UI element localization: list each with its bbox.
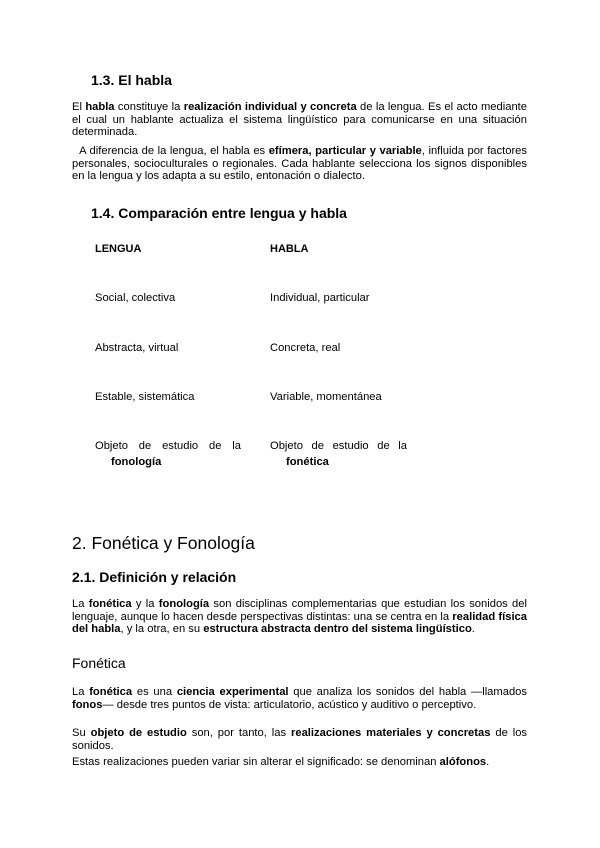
table-cell-habla: Variable, momentánea bbox=[270, 391, 382, 403]
table-cell-habla: Objeto de estudio de la fonética bbox=[270, 440, 407, 468]
paragraph-objeto-estudio: Su objeto de estudio son, por tanto, las realizaciones materiales y concretas de los sonidos. bbox=[72, 727, 528, 752]
section-heading-2-1: 2.1. Definición y relación bbox=[72, 569, 237, 585]
table-cell-lengua: Social, colectiva bbox=[95, 292, 176, 304]
table-cell-habla: Concreta, real bbox=[270, 342, 341, 354]
paragraph-definicion-relacion: La fonética y la fonología son disciplinas complementarias que estudian los sonidos del lenguaje, aunque lo hacen desde perspectivas distintas: una se centra en la realidad física del habla, y la otra, en su estructura abstracta dentro del sistema lingüístico. bbox=[72, 598, 527, 636]
section-heading-1-3: 1.3. El habla bbox=[91, 72, 172, 88]
paragraph-fonetica-definition: La fonética es una ciencia experimental que analiza los sonidos del habla —llamados fonos— desde tres puntos de vista: articulatorio, acústico y auditivo o perceptivo. bbox=[72, 686, 527, 711]
chapter-heading-2: 2. Fonética y Fonología bbox=[72, 533, 255, 553]
table-cell-lengua: Estable, sistemática bbox=[95, 391, 195, 403]
paragraph-habla-definition: El habla constituye la realización individual y concreta de la lengua. Es el acto mediante el cual un hablante actualiza el sistema lingüístico para comunicarse en una situación determinada. bbox=[72, 101, 528, 139]
column-header-lengua: LENGUA bbox=[95, 243, 142, 255]
table-cell-habla: Individual, particular bbox=[270, 292, 370, 304]
column-header-habla: HABLA bbox=[270, 243, 309, 255]
subsection-heading-fonetica: Fonética bbox=[72, 655, 126, 671]
table-cell-lengua: Abstracta, virtual bbox=[95, 342, 179, 354]
table-cell-lengua: Objeto de estudio de la fonología bbox=[95, 440, 241, 468]
paragraph-habla-characteristics: A diferencia de la lengua, el habla es efímera, particular y variable, influida por factores personales, socioculturales o regionales. Cada hablante selecciona los signos disponibles en la lengua y los adapta a su estilo, entonación o dialecto. bbox=[72, 145, 527, 183]
paragraph-alofonos: Estas realizaciones pueden variar sin alterar el significado: se denominan alófonos. bbox=[72, 756, 490, 768]
section-heading-1-4: 1.4. Comparación entre lengua y habla bbox=[91, 205, 347, 221]
